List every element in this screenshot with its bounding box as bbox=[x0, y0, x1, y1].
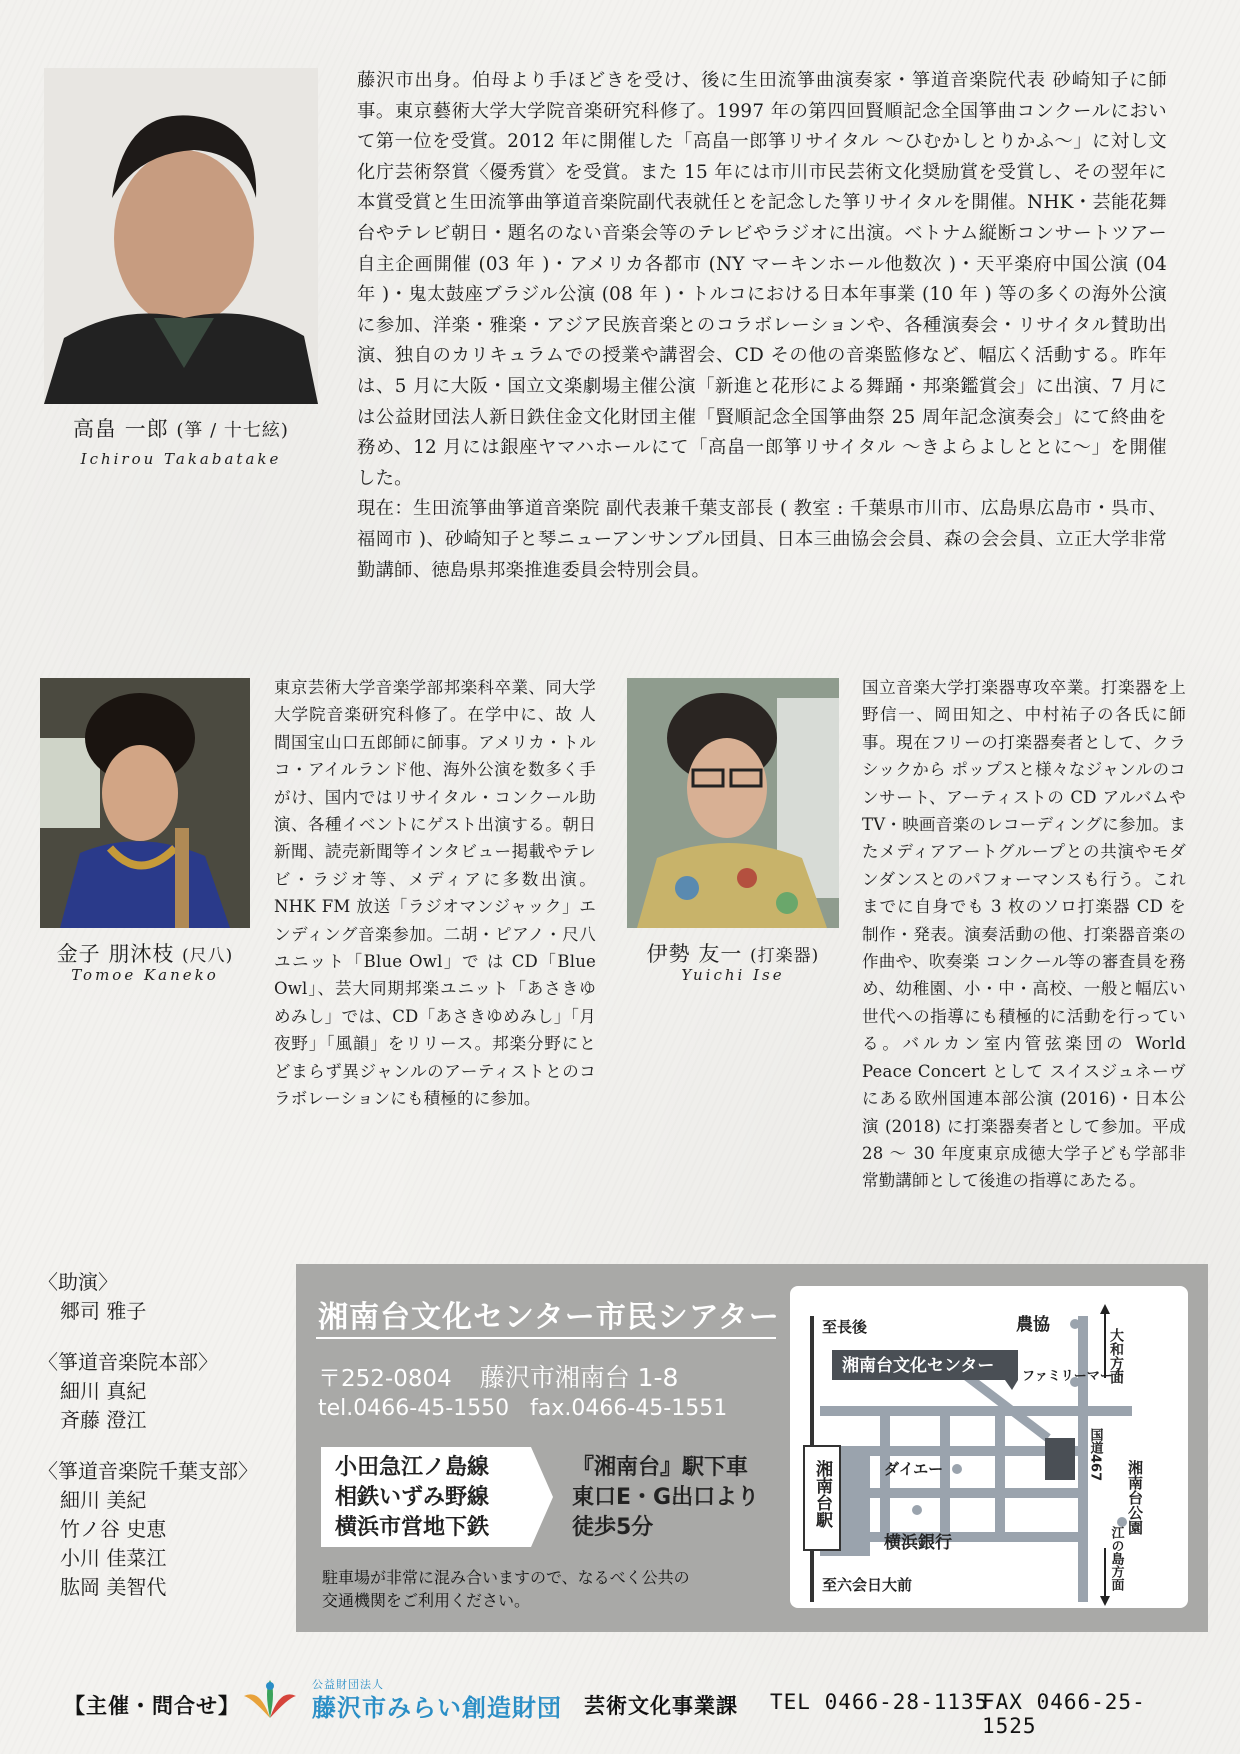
parking-note bbox=[322, 1566, 762, 1612]
artist-name-takabatake bbox=[40, 413, 322, 443]
train-lines-box bbox=[321, 1447, 553, 1547]
map-label-yamato: 大和方面 bbox=[1108, 1328, 1124, 1384]
venue-info-panel bbox=[296, 1264, 1208, 1632]
artist-bio-ise: 国立音楽大学打楽器専攻卒業。打楽器を上野信一、岡田知之、中村祐子の各氏に師事。現在フリーの打楽器奏者として、クラシックから ポップスと様々なジャンルのコンサート、アーティストの CD アルバムや TV・映画音楽のレコーディングに参加。またメディアアートグループとの共演やモダンダンスとのパフォーマンスも行う。これまでに自身でも 3 枚のソロ打楽器 CD を制作・発表。演奏活動の他、打楽器音楽の作曲や、吹奏楽 コンクール等の審査員を務め、幼稚園、小・中・高校、一般と幅広い世代への指導にも積極的に活動を行っている。バルカン室内管弦楽団の World Peace Concert として スイスジュネーヴにある欧州国連本部公演 (2016)・日本公演 (2018) に打楽器奏者として参加。平成 28 〜 30 年度東京成徳大学子ども学部非常勤講師として後進の指導にあたる。 bbox=[862, 678, 1186, 1191]
support-group bbox=[38, 1348, 298, 1435]
access-line: 『湘南台』駅下車 bbox=[572, 1455, 749, 1480]
bank-marker bbox=[912, 1505, 922, 1515]
map-label-enoshima: 江の島方面 bbox=[1108, 1526, 1124, 1591]
support-member: 肱岡 美智代 bbox=[60, 1575, 167, 1599]
support-member: 郷司 雅子 bbox=[60, 1299, 147, 1323]
artist-romaji-takabatake: Ichirou Takabatake bbox=[80, 450, 282, 468]
footer-label: 【主催・問合せ】 bbox=[64, 1694, 240, 1718]
artist-romaji-kaneko: Tomoe Kaneko bbox=[71, 966, 219, 984]
support-member: 細川 美紀 bbox=[60, 1488, 147, 1512]
artist-name-ise bbox=[614, 938, 852, 968]
artist-bio-takabatake bbox=[357, 66, 1167, 586]
map-label-daiei: ダイエー bbox=[884, 1460, 944, 1478]
map-label-nokyo: 農協 bbox=[1016, 1315, 1050, 1335]
postal-code: 〒252-0804 bbox=[318, 1366, 452, 1392]
venue-phone bbox=[318, 1396, 727, 1421]
bio-paragraph: 藤沢市出身。伯母より手ほどきを受け、後に生田流箏曲演奏家・箏道音楽院代表 砂崎知子に師事。東京藝術大学大学院音楽研究科修了。1997 年の第四回賢順記念全国箏曲コンクールにおいて第一位を受賞。2012 年に開催した「高畠一郎箏リサイタル 〜ひむかしとりかふ〜」に対し文化庁芸術祭賞〈優秀賞〉を受賞。また 15 年には市川市民芸術文化奨励賞を受賞し、その翌年に本賞受賞と生田流箏曲箏道音楽院副代表就任とを記念した箏リサイタルを開催。NHK・芸能花舞台やテレビ朝日・題名のない音楽会等のテレビやラジオに出演。ベトナム縦断コンサートツアー自主企画開催 (03 年 )・アメリカ各都市 (NY マーキンホール他数次 )・天平楽府中国公演 (04 年 )・鬼太鼓座ブラジル公演 (08 年 )・トルコにおける日本年事業 (10 年 ) 等の多くの海外公演に参加、洋楽・雅楽・アジア民族音楽とのコラボレーションや、各種演奏会・リサイタル賛助出演、独自のカリキュラムでの授業や講習会、CD その他の音楽監修など、幅広く活動する。昨年は、5 月に大阪・国立文楽劇場主催公演「新進と花形による舞踊・邦楽鑑賞会」に出演、7 月には公益財団法人新日鉄住金文化財団主催「賢順記念全国箏曲祭 25 周年記念演奏会」にて終曲を務め、12 月には銀座ヤマハホールにて「高畠一郎箏リサイタル 〜きよらよしととに〜」を開催した。 bbox=[357, 70, 1167, 489]
artist-photo-kaneko bbox=[40, 678, 250, 928]
foundation-logo-icon bbox=[242, 1678, 298, 1722]
map-canvas bbox=[790, 1286, 1188, 1608]
artist-name: 金子 朋沐枝 bbox=[56, 942, 175, 966]
artist-instrument: (打楽器) bbox=[750, 946, 820, 966]
artist-photo-takabatake bbox=[44, 68, 318, 404]
support-member: 斉藤 澄江 bbox=[60, 1408, 147, 1432]
artist-romaji-ise: Yuichi Ise bbox=[681, 966, 785, 984]
venue-name: 湘南台文化センター市民シアター bbox=[318, 1300, 780, 1335]
map-label-station: 湘南台駅 bbox=[812, 1460, 832, 1528]
map-label-bank: 横浜銀行 bbox=[884, 1533, 952, 1553]
map-road bbox=[1078, 1316, 1088, 1602]
map-building bbox=[1045, 1438, 1075, 1480]
map-label-to-rokkai: 至六会日大前 bbox=[822, 1576, 913, 1594]
support-member: 竹ノ谷 史恵 bbox=[60, 1517, 167, 1541]
street-address: 藤沢市湘南台 1-8 bbox=[479, 1363, 679, 1392]
venue-divider bbox=[316, 1337, 776, 1339]
artist-instrument: (尺八) bbox=[182, 946, 234, 966]
footer-fax: FAX 0466-25-1525 bbox=[982, 1690, 1146, 1738]
fax: fax.0466-45-1551 bbox=[530, 1396, 728, 1421]
daiei-marker bbox=[952, 1464, 962, 1474]
map-label-park: 湘南台公園 bbox=[1126, 1460, 1144, 1535]
train-line: 横浜市営地下鉄 bbox=[335, 1515, 490, 1540]
current-positions: 現在：生田流箏曲箏道音楽院 副代表兼千葉支部長 ( 教室 : 千葉県市川市、広島県広島市・呉市、福岡市 )、砂崎知子と琴ニューアンサンブル団員、日本三曲協会会員、森の会会員、立正大学非常勤講師、徳島県邦楽推進委員会特別会員。 bbox=[357, 498, 1167, 581]
artist-name: 高畠 一郎 bbox=[73, 417, 169, 441]
support-group bbox=[38, 1268, 298, 1326]
artist-instrument: (箏 / 十七絃) bbox=[176, 420, 289, 441]
support-heading: 〈箏道音楽院本部〉 bbox=[38, 1350, 218, 1374]
artist-name-kaneko bbox=[36, 938, 254, 968]
train-line: 小田急江ノ島線 bbox=[335, 1455, 490, 1480]
support-member: 細川 真紀 bbox=[60, 1379, 147, 1403]
organization-name: 藤沢市みらい創造財団 bbox=[312, 1694, 562, 1722]
access-directions bbox=[572, 1453, 759, 1543]
train-line: 相鉄いずみ野線 bbox=[335, 1485, 490, 1510]
access-map bbox=[790, 1286, 1188, 1608]
map-label-familymart: ファミリーマート bbox=[1022, 1369, 1126, 1384]
tel: tel.0466-45-1550 bbox=[318, 1396, 510, 1421]
footer-tel: TEL 0466-28-1135 bbox=[770, 1690, 989, 1714]
note-line: 交通機関をご利用ください。 bbox=[322, 1591, 531, 1610]
map-label-to-nagago: 至長後 bbox=[822, 1318, 868, 1336]
artist-bio-kaneko: 東京芸術大学音楽学部邦楽科卒業、同大学大学院音楽研究科修了。在学中に、故 人間国宝山口五郎師に師事。アメリカ・トルコ・アイルランド他、海外公演を数多く手がけ、国内ではリサイタル・コンクール助演、各種イベントにゲスト出演する。朝日新聞、読売新聞等インタビュー掲載やテレビ・ラジオ等、メディアに多数出演。NHK FM 放送「ラジオマンジャック」エンディング音楽参加。二胡・ピアノ・尺八ユニット「Blue Owl」で は CD「Blue Owl」、芸大同期邦楽ユニット「あさきゆめみし」では、CD「あさきゆめみし」「月夜野」「風韻」をリリース。邦楽分野にとどまらず異ジャンルのアーティストとのコラボレーションにも積極的に参加。 bbox=[274, 678, 596, 1109]
support-heading: 〈箏道音楽院千葉支部〉 bbox=[38, 1459, 258, 1483]
map-label-route: 国道467 bbox=[1087, 1428, 1103, 1482]
access-line: 東口E・G出口より bbox=[572, 1485, 760, 1510]
map-road bbox=[995, 1406, 1005, 1542]
supporting-members bbox=[38, 1268, 298, 1624]
support-group bbox=[38, 1457, 298, 1602]
artist-name: 伊勢 友一 bbox=[646, 942, 743, 966]
artist-photo-ise bbox=[627, 678, 839, 928]
footer bbox=[64, 1678, 1194, 1738]
access-line: 徒歩5分 bbox=[572, 1515, 654, 1540]
support-heading: 〈助演〉 bbox=[38, 1270, 118, 1294]
venue-address bbox=[318, 1358, 678, 1394]
org-small-label: 公益財団法人 bbox=[312, 1678, 384, 1691]
note-line: 駐車場が非常に混み合いますので、なるべく公共の bbox=[322, 1568, 690, 1587]
nokyo-marker bbox=[1070, 1319, 1080, 1329]
support-member: 小川 佳菜江 bbox=[60, 1546, 167, 1570]
department-name: 芸術文化事業課 bbox=[584, 1694, 738, 1718]
map-label-center: 湘南台文化センター bbox=[842, 1356, 995, 1376]
